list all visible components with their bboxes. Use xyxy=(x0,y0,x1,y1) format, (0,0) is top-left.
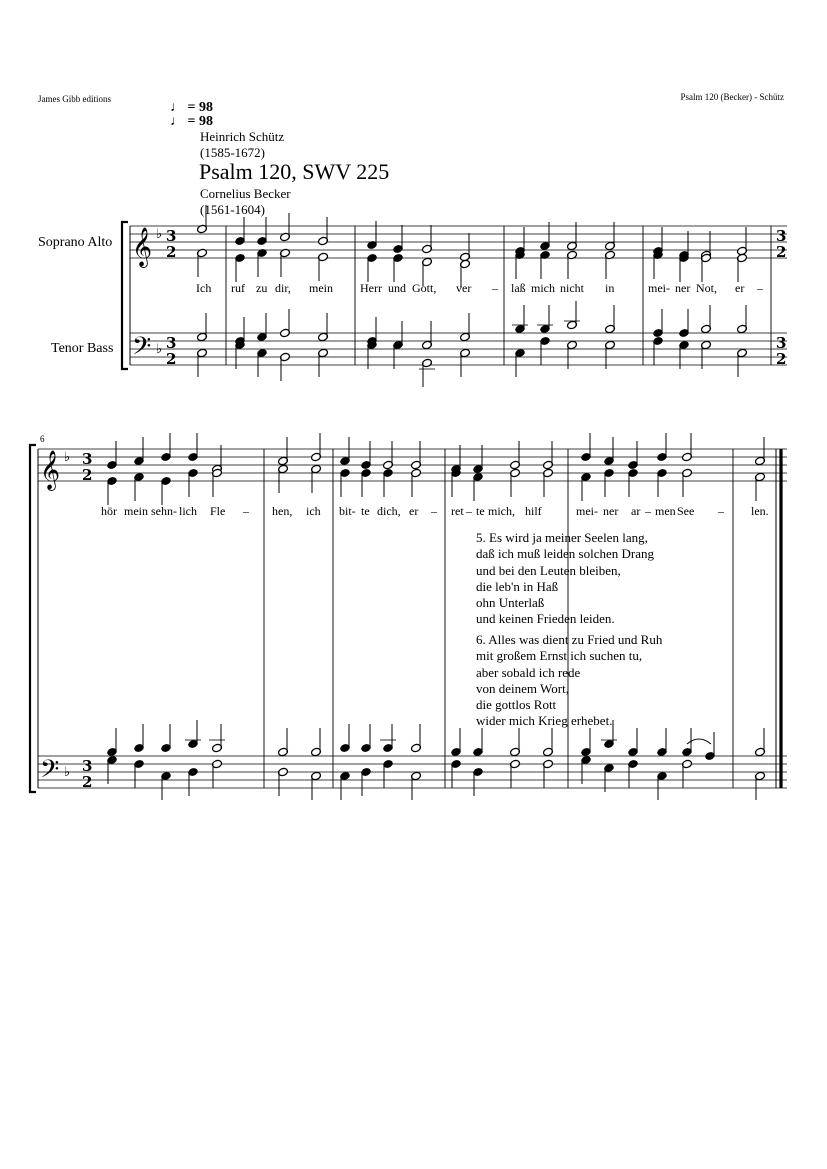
lyric-syllable: te xyxy=(361,504,370,518)
treble-clef-icon: 𝄞 xyxy=(40,450,61,490)
lyric-syllable: ruf xyxy=(231,281,245,295)
bass-clef-icon: 𝄢 xyxy=(132,332,152,367)
time-signature-numerator: 3 xyxy=(776,227,787,245)
verse-line: wider mich Krieg erhebet. xyxy=(476,713,613,729)
piece-title: Psalm 120, SWV 225 xyxy=(199,159,390,184)
verse-line: und bei den Leuten bleiben, xyxy=(476,562,621,578)
time-signature-denominator: 2 xyxy=(166,243,177,261)
bass-clef-icon: 𝄢 xyxy=(40,755,60,790)
composer-name: Heinrich Schütz xyxy=(200,129,285,144)
lyric-syllable: See xyxy=(677,504,695,518)
flat-accidental: ♭ xyxy=(64,450,71,465)
lyric-syllable: sehn- xyxy=(151,504,177,518)
lyric-syllable: er xyxy=(409,504,419,518)
lyric-hyphen: – xyxy=(492,281,498,295)
verse-line: daß ich muß leiden solchen Drang xyxy=(476,546,654,562)
lyric-syllable: lich xyxy=(179,504,197,518)
lyric-syllable: mich xyxy=(531,281,555,295)
time-signature-denominator: 2 xyxy=(776,350,787,368)
lyric-syllable: ar xyxy=(631,504,641,518)
lyric-hyphen: – xyxy=(757,281,763,295)
lyric-syllable: ich xyxy=(306,504,321,518)
verse-line: die gottlos Rott xyxy=(476,697,557,713)
lyric-syllable: mei- xyxy=(648,281,670,295)
flat-accidental: ♭ xyxy=(64,765,71,780)
verse-line: mit großem Ernst ich suchen tu, xyxy=(476,648,643,664)
lyric-hyphen: – xyxy=(718,504,724,518)
tempo-marking-2: ♩ = 98 xyxy=(170,114,213,129)
lyric-syllable: mich, xyxy=(488,504,515,518)
lyric-syllable: hilf xyxy=(525,504,542,518)
lyric-syllable: dir, xyxy=(275,281,291,295)
lyric-syllable: und xyxy=(388,281,406,295)
tempo-marking-1: ♩ = 98 xyxy=(170,100,213,115)
poet-dates: (1561-1604) xyxy=(200,202,265,217)
lyric-syllable: mein xyxy=(124,504,148,518)
lyric-syllable: mei- xyxy=(576,504,598,518)
verse-line: 5. Es wird ja meiner Seelen lang, xyxy=(476,530,648,545)
lyric-hyphen: – xyxy=(431,504,437,518)
lyric-hyphen: – xyxy=(645,504,651,518)
lyric-syllable: zu xyxy=(256,281,268,295)
time-signature-numerator: 3 xyxy=(166,334,177,352)
lyric-syllable: Herr xyxy=(360,281,382,295)
instrument-upper: Soprano Alto xyxy=(38,235,113,250)
lyric-hyphen: – xyxy=(466,504,472,518)
lyric-syllable: nicht xyxy=(560,281,584,295)
lyric-syllable: Gott, xyxy=(412,281,437,295)
lyric-hyphen: – xyxy=(243,504,249,518)
time-signature-numerator: 3 xyxy=(82,757,93,775)
lyric-syllable: dich, xyxy=(377,504,401,518)
time-signature-denominator: 2 xyxy=(776,243,787,261)
verse-line: von deinem Wort, xyxy=(476,680,569,696)
lyric-syllable: hör xyxy=(101,504,117,518)
lyric-syllable: er xyxy=(735,281,745,295)
lyric-syllable: ver xyxy=(456,281,472,295)
running-title: Psalm 120 (Becker) - Schütz xyxy=(680,92,784,102)
time-signature-denominator: 2 xyxy=(82,773,93,791)
lyric-syllable: te xyxy=(476,504,485,518)
lyric-syllable: Not, xyxy=(696,281,717,295)
composer-dates: (1585-1672) xyxy=(200,145,265,160)
poet-name: Cornelius Becker xyxy=(200,186,291,201)
lyric-syllable: men xyxy=(655,504,676,518)
verse-line: die leb'n in Haß xyxy=(476,578,559,594)
verse-line: und keinen Frieden leiden. xyxy=(476,611,615,627)
verse-line: 6. Alles was dient zu Fried und Ruh xyxy=(476,632,663,647)
instrument-lower: Tenor Bass xyxy=(51,341,114,356)
lyric-syllable: bit- xyxy=(339,504,356,518)
time-signature-numerator: 3 xyxy=(166,227,177,245)
lyric-syllable: ner xyxy=(603,504,619,518)
lyric-syllable: hen, xyxy=(272,504,293,518)
treble-clef-icon: 𝄞 xyxy=(132,227,153,267)
publisher-label: James Gibb editions xyxy=(38,94,111,104)
time-signature-denominator: 2 xyxy=(82,466,93,484)
time-signature-numerator: 3 xyxy=(82,450,93,468)
verse-line: aber sobald ich rede xyxy=(476,664,581,680)
time-signature-denominator: 2 xyxy=(166,350,177,368)
lyric-syllable: len. xyxy=(751,504,769,518)
lyric-syllable: in xyxy=(605,281,615,295)
flat-accidental: ♭ xyxy=(156,342,163,357)
verse-line: ohn Unterlaß xyxy=(476,595,545,611)
lyric-syllable: mein xyxy=(309,281,333,295)
lyric-syllable: Fle xyxy=(210,504,226,518)
lyric-syllable: Ich xyxy=(196,281,212,295)
system-bracket xyxy=(122,222,128,369)
measure-number: 6 xyxy=(40,434,45,444)
lyric-syllable: ret xyxy=(451,504,464,518)
lyric-syllable: laß xyxy=(511,281,526,295)
time-signature-numerator: 3 xyxy=(776,334,787,352)
flat-accidental: ♭ xyxy=(156,227,163,242)
lyric-syllable: ner xyxy=(675,281,691,295)
system-bracket xyxy=(30,445,36,792)
